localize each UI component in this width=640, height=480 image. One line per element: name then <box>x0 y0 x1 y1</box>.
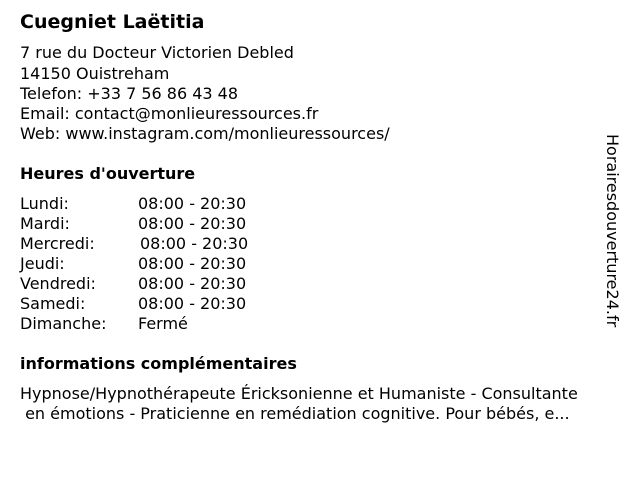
hours-time: 08:00 - 20:30 <box>138 214 247 233</box>
hours-day: Vendredi: <box>20 274 96 293</box>
business-name: Cuegniet Laëtitia <box>20 11 205 33</box>
hours-time: 08:00 - 20:30 <box>138 274 247 293</box>
hours-row-sunday <box>20 314 320 334</box>
hours-day: Dimanche: <box>20 314 107 333</box>
hours-day: Jeudi: <box>20 254 65 273</box>
additional-info-line-1: Hypnose/Hypnothérapeute Éricksonienne et Humaniste - Consultante <box>20 384 578 403</box>
address-city: 14150 Ouistreham <box>20 64 170 83</box>
web-text: Web: www.instagram.com/monlieuressources/ <box>20 124 390 143</box>
hours-time: 08:00 - 20:30 <box>138 194 247 213</box>
hours-day: Mercredi: <box>20 234 95 253</box>
hours-row-wednesday <box>20 234 320 254</box>
opening-hours-heading: Heures d'ouverture <box>20 164 196 183</box>
additional-info-line-2: en émotions - Praticienne en remédiation cognitive. Pour bébés, e... <box>20 404 570 423</box>
email-text: Email: contact@monlieuressources.fr <box>20 104 319 123</box>
hours-row-friday <box>20 274 320 294</box>
hours-time: 08:00 - 20:30 <box>138 254 247 273</box>
hours-time: 08:00 - 20:30 <box>138 294 247 313</box>
hours-time: 08:00 - 20:30 <box>140 234 249 253</box>
site-watermark: Horairesdouverture24.fr <box>603 134 622 328</box>
hours-row-tuesday <box>20 214 320 234</box>
hours-time: Fermé <box>138 314 188 333</box>
address-street: 7 rue du Docteur Victorien Debled <box>20 43 294 62</box>
hours-row-thursday <box>20 254 320 274</box>
phone-text: Telefon: +33 7 56 86 43 48 <box>20 84 239 103</box>
hours-day: Lundi: <box>20 194 69 213</box>
hours-row-saturday <box>20 294 320 314</box>
hours-row-monday <box>20 194 320 214</box>
additional-info-heading: informations complémentaires <box>20 354 297 373</box>
hours-day: Mardi: <box>20 214 70 233</box>
hours-day: Samedi: <box>20 294 86 313</box>
